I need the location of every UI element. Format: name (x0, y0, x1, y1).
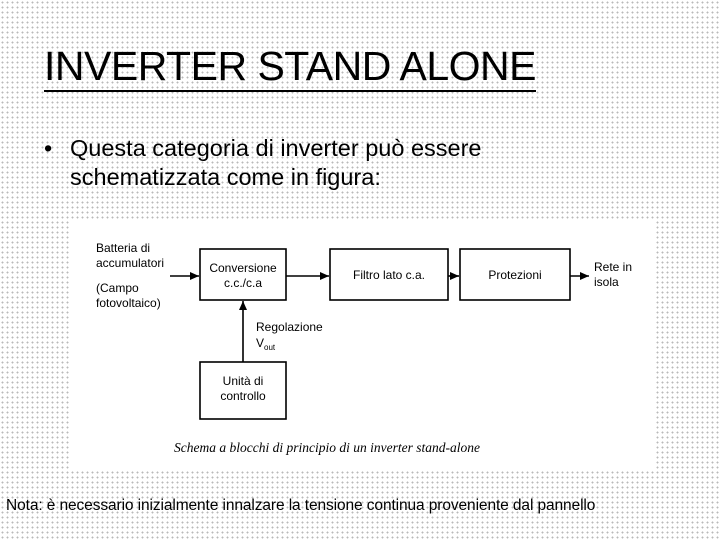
regulation-label-line1: Regolazione (256, 320, 323, 334)
protection-label: Protezioni (488, 268, 542, 282)
source-label-line3: (Campo (96, 281, 139, 295)
output-label-line2: isola (594, 275, 619, 289)
output-label-line1: Rete in (594, 260, 633, 274)
control-label-line1: Unità di (222, 374, 264, 388)
diagram-caption: Schema a blocchi di principio di un inverter stand-alone (174, 440, 480, 455)
regulation-label-v: $V_{out}$ (256, 336, 276, 352)
block-diagram (70, 219, 654, 471)
block-diagram-figure (70, 219, 654, 471)
footnote: Nota: è necessario inizialmente innalzare la tensione continua proveniente dal pannello (6, 497, 596, 514)
control-label-line2: controllo (220, 389, 266, 403)
conversion-label-line2: c.c./c.a (223, 276, 263, 290)
source-label-line1: Batteria di (96, 241, 151, 255)
conversion-label-line1: Conversione (209, 261, 277, 275)
bullet-text: Questa categoria di inverter può essere schematizzata come in figura: (70, 135, 482, 190)
filter-label: Filtro lato c.a. (352, 268, 426, 282)
source-label-line2: accumulatori (96, 256, 165, 270)
slide-title: INVERTER STAND ALONE (44, 42, 536, 92)
bullet-symbol: • (44, 135, 53, 161)
source-label-line4: fotovoltaico) (96, 296, 161, 310)
